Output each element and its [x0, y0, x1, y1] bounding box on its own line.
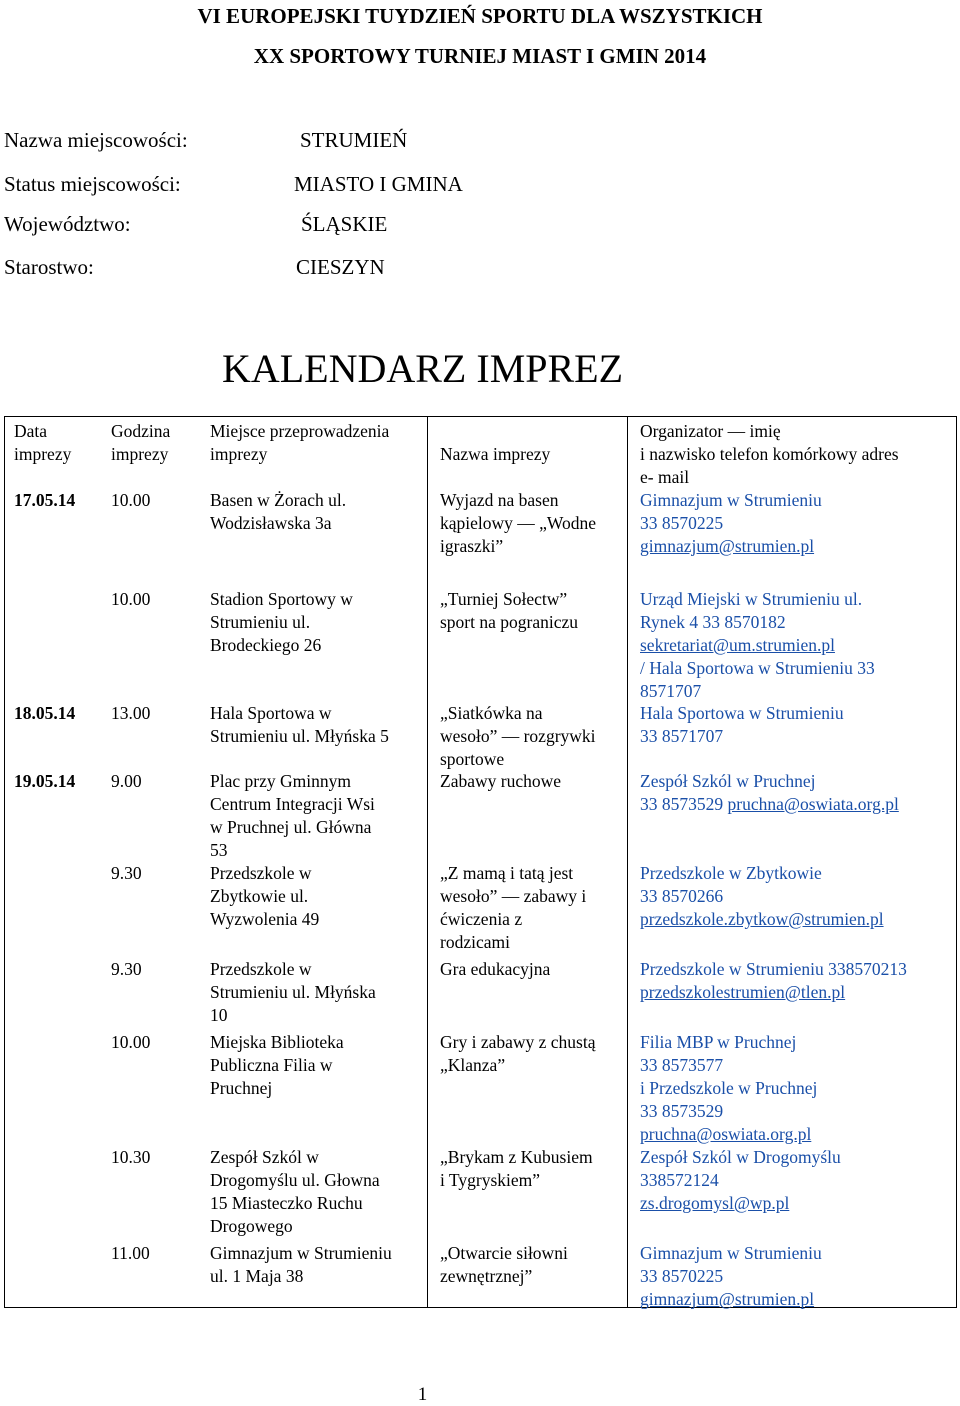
organizer-text: 33 8573577 — [640, 1055, 724, 1075]
event-name — [440, 770, 561, 793]
event-name — [440, 1242, 568, 1288]
column-divider — [427, 416, 428, 1308]
organizer-text: Gimnazjum w Strumieniu — [640, 490, 822, 510]
town-name-value: STRUMIEŃ — [300, 128, 408, 152]
organizer-line — [640, 611, 875, 634]
event-place-line: w Pruchnej ul. Główna — [210, 817, 372, 837]
event-organizer — [640, 489, 822, 558]
column-header-time — [111, 420, 170, 466]
organizer-line — [640, 489, 822, 512]
event-place-line: Drogowego — [210, 1216, 293, 1236]
event-organizer — [640, 770, 899, 816]
event-date: 18.05.14 — [14, 703, 76, 723]
column-header-name-line: Nazwa imprezy — [440, 444, 551, 464]
event-name-line: „Turniej Sołectw” — [440, 589, 568, 609]
organizer-text: 33 8570225 — [640, 1266, 724, 1286]
organizer-text: 33 8573529 — [640, 794, 728, 814]
column-header-organizer-line: Organizator — imię — [640, 421, 781, 441]
event-place — [210, 489, 346, 535]
organizer-text: Przedszkole w Strumieniu 338570213 — [640, 959, 907, 979]
event-organizer — [640, 588, 875, 703]
event-time: 10.00 — [111, 589, 151, 609]
event-name — [440, 1031, 596, 1077]
event-time: 10.00 — [111, 1032, 151, 1052]
document-title: VI EUROPEJSKI TUYDZIEŃ SPORTU DLA WSZYSTKICH — [197, 4, 763, 28]
organizer-email-link[interactable] — [640, 1123, 817, 1146]
event-place — [210, 588, 353, 657]
event-place — [210, 1242, 392, 1288]
event-place-line: Drogomyślu ul. Głowna — [210, 1170, 380, 1190]
organizer-text: Gimnazjum w Strumieniu — [640, 1243, 822, 1263]
organizer-line — [640, 1031, 817, 1054]
organizer-line — [640, 680, 875, 703]
column-header-place-line: imprezy — [210, 444, 268, 464]
organizer-text: 33 8570266 — [640, 886, 724, 906]
event-name-line: wesoło” — zabawy i — [440, 886, 587, 906]
email-link[interactable]: pruchna@oswiata.org.pl — [640, 1124, 812, 1144]
town-name-label: Nazwa miejscowości: — [4, 128, 188, 152]
email-link[interactable]: przedszkolestrumien@tlen.pl — [640, 982, 846, 1002]
column-header-time-line: imprezy — [111, 444, 169, 464]
event-place-line: Strumieniu ul. Młyńska — [210, 982, 376, 1002]
event-place-line: 10 — [210, 1005, 228, 1025]
organizer-line — [640, 885, 884, 908]
organizer-line — [640, 862, 884, 885]
event-place-line: Przedszkole w — [210, 863, 312, 883]
email-link[interactable]: gimnazjum@strumien.pl — [640, 1289, 815, 1309]
event-date: 17.05.14 — [14, 490, 76, 510]
event-name — [440, 702, 596, 771]
event-name-line: rodzicami — [440, 932, 510, 952]
event-organizer — [640, 1242, 822, 1311]
event-time: 10.00 — [111, 490, 151, 510]
event-name-line: i Tygryskiem” — [440, 1170, 541, 1190]
email-link[interactable]: sekretariat@um.strumien.pl — [640, 635, 835, 655]
organizer-text: i Przedszkole w Pruchnej — [640, 1078, 818, 1098]
event-place — [210, 1146, 380, 1238]
event-place-line: Gimnazjum w Strumieniu — [210, 1243, 392, 1263]
event-name-line: wesoło” — rozgrywki — [440, 726, 596, 746]
event-place-line: 53 — [210, 840, 228, 860]
event-name-line: sport na pograniczu — [440, 612, 579, 632]
event-name-line: „Z mamą i tatą jest — [440, 863, 574, 883]
event-organizer — [640, 862, 884, 931]
column-header-date-line: Data — [14, 421, 48, 441]
organizer-text: 33 8573529 — [640, 1101, 724, 1121]
event-name-line: „Brykam z Kubusiem — [440, 1147, 593, 1167]
town-status-value: MIASTO I GMINA — [294, 172, 463, 196]
email-link[interactable]: przedszkole.zbytkow@strumien.pl — [640, 909, 884, 929]
event-time: 11.00 — [111, 1243, 150, 1263]
organizer-line — [640, 1146, 841, 1169]
event-date: 19.05.14 — [14, 771, 76, 791]
event-place-line: ul. 1 Maja 38 — [210, 1266, 304, 1286]
event-organizer — [640, 1146, 841, 1215]
event-place-line: Przedszkole w — [210, 959, 312, 979]
organizer-line — [640, 958, 907, 981]
organizer-text: / Hala Sportowa w Strumieniu 33 — [640, 658, 875, 678]
event-place-line: Strumieniu ul. Młyńska 5 — [210, 726, 389, 746]
organizer-text: 8571707 — [640, 681, 702, 701]
event-name-line: „Klanza” — [440, 1055, 506, 1075]
event-name-line: Zabawy ruchowe — [440, 771, 561, 791]
event-name-line: sportowe — [440, 749, 505, 769]
page-number: 1 — [417, 1384, 428, 1405]
organizer-line — [640, 1077, 817, 1100]
event-name — [440, 489, 596, 558]
voivodeship-label: Województwo: — [4, 212, 131, 236]
organizer-line — [640, 1242, 822, 1265]
event-place-line: Miejska Biblioteka — [210, 1032, 344, 1052]
organizer-text: 33 8570225 — [640, 513, 724, 533]
event-place-line: Centrum Integracji Wsi — [210, 794, 375, 814]
event-place-line: Zespół Szkól w — [210, 1147, 319, 1167]
event-time: 13.00 — [111, 703, 151, 723]
organizer-email-link[interactable] — [640, 981, 907, 1004]
organizer-email-link[interactable] — [640, 908, 884, 931]
voivodeship-value: ŚLĄSKIE — [301, 212, 388, 236]
organizer-email-link[interactable] — [640, 535, 822, 558]
organizer-line — [640, 1054, 817, 1077]
event-place-line: Brodeckiego 26 — [210, 635, 322, 655]
organizer-line — [640, 770, 899, 793]
event-time: 9.00 — [111, 771, 142, 791]
event-name-line: kąpielowy — „Wodne — [440, 513, 597, 533]
event-place-line: Strumieniu ul. — [210, 612, 311, 632]
organizer-email-link[interactable] — [640, 1288, 822, 1311]
event-time: 10.30 — [111, 1147, 151, 1167]
event-time: 9.30 — [111, 863, 142, 883]
event-place-line: Pruchnej — [210, 1078, 273, 1098]
organizer-line — [640, 793, 899, 816]
event-place-line: Zbytkowie ul. — [210, 886, 309, 906]
event-name-line: ćwiczenia z — [440, 909, 523, 929]
organizer-line — [640, 1169, 841, 1192]
column-divider — [627, 416, 628, 1308]
event-place — [210, 702, 389, 748]
organizer-line — [640, 725, 844, 748]
document-subtitle: XX SPORTOWY TURNIEJ MIAST I GMIN 2014 — [253, 44, 707, 68]
event-name-line: zewnętrznej” — [440, 1266, 533, 1286]
event-organizer — [640, 1031, 817, 1146]
event-place — [210, 770, 375, 862]
event-place-line: Wyzwolenia 49 — [210, 909, 320, 929]
organizer-line — [640, 1100, 817, 1123]
event-organizer — [640, 702, 844, 748]
column-header-date — [14, 420, 71, 466]
event-place-line: Stadion Sportowy w — [210, 589, 353, 609]
county-value: CIESZYN — [296, 255, 385, 279]
organizer-text: Przedszkole w Zbytkowie — [640, 863, 822, 883]
event-name-line: Gra edukacyjna — [440, 959, 551, 979]
event-place-line: Plac przy Gminnym — [210, 771, 351, 791]
email-link[interactable]: gimnazjum@strumien.pl — [640, 536, 815, 556]
column-header-name — [440, 443, 550, 466]
event-name-line: „Otwarcie siłowni — [440, 1243, 568, 1263]
email-link[interactable]: pruchna@oswiata.org.pl — [727, 794, 899, 814]
event-name — [440, 1146, 593, 1192]
event-place-line: 15 Miasteczko Ruchu — [210, 1193, 363, 1213]
organizer-text: Zespół Szkól w Pruchnej — [640, 771, 816, 791]
organizer-line — [640, 1265, 822, 1288]
event-place — [210, 958, 376, 1027]
event-name-line: Gry i zabawy z chustą — [440, 1032, 596, 1052]
event-name — [440, 862, 586, 954]
county-label: Starostwo: — [4, 255, 94, 279]
event-time: 9.30 — [111, 959, 142, 979]
organizer-text: Rynek 4 33 8570182 — [640, 612, 786, 632]
column-header-organizer-line: i nazwisko telefon komórkowy adres — [640, 444, 899, 464]
event-place-line: Wodzisławska 3a — [210, 513, 332, 533]
town-status-label: Status miejscowości: — [4, 172, 181, 196]
event-place-line: Publiczna Filia w — [210, 1055, 333, 1075]
organizer-line — [640, 512, 822, 535]
event-place — [210, 862, 319, 931]
column-header-organizer-line: e- mail — [640, 467, 690, 487]
organizer-text: 33 8571707 — [640, 726, 724, 746]
column-header-time-line: Godzina — [111, 421, 171, 441]
event-place-line: Hala Sportowa w — [210, 703, 332, 723]
column-header-place — [210, 420, 389, 466]
event-name — [440, 588, 578, 634]
organizer-text: Filia MBP w Pruchnej — [640, 1032, 797, 1052]
event-name-line: Wyjazd na basen — [440, 490, 559, 510]
column-header-date-line: imprezy — [14, 444, 72, 464]
organizer-line — [640, 702, 844, 725]
organizer-email-link[interactable] — [640, 634, 875, 657]
email-link[interactable]: zs.drogomysl@wp.pl — [640, 1193, 790, 1213]
event-name-line: igraszki” — [440, 536, 504, 556]
organizer-email-link[interactable] — [640, 1192, 841, 1215]
event-name — [440, 958, 550, 981]
organizer-line — [640, 657, 875, 680]
organizer-text: Zespół Szkól w Drogomyślu — [640, 1147, 841, 1167]
calendar-title: KALENDARZ IMPREZ — [221, 346, 624, 391]
organizer-text: 338572124 — [640, 1170, 719, 1190]
column-header-place-line: Miejsce przeprowadzenia — [210, 421, 390, 441]
event-place — [210, 1031, 344, 1100]
column-header-organizer — [640, 420, 899, 489]
organizer-text: Hala Sportowa w Strumieniu — [640, 703, 844, 723]
event-organizer — [640, 958, 907, 1004]
event-name-line: „Siatkówka na — [440, 703, 543, 723]
event-place-line: Basen w Żorach ul. — [210, 490, 347, 510]
organizer-text: Urząd Miejski w Strumieniu ul. — [640, 589, 863, 609]
organizer-line — [640, 588, 875, 611]
